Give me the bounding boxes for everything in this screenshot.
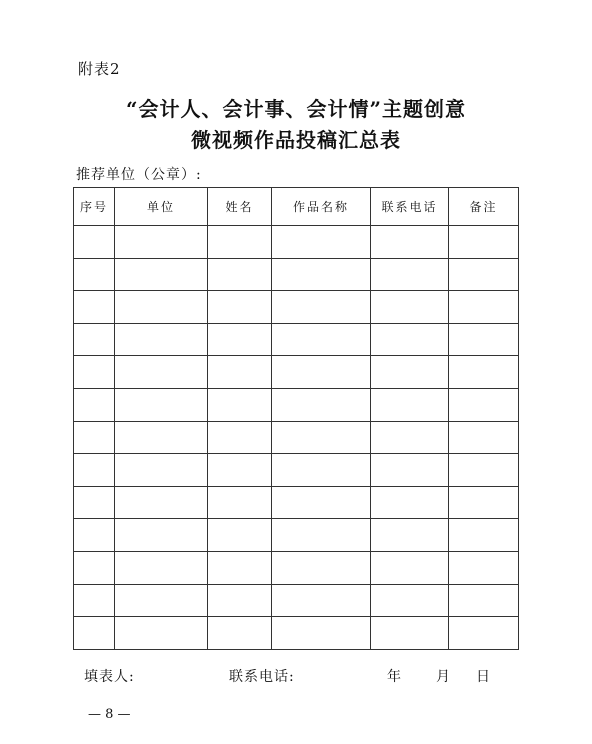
cell-serial [74, 551, 115, 584]
cell-serial [74, 584, 115, 617]
cell-serial [74, 356, 115, 389]
cell-name [208, 421, 272, 454]
cell-unit [115, 356, 208, 389]
recommending-unit-label: 推荐单位（公章）: [76, 167, 202, 183]
cell-unit [115, 584, 208, 617]
cell-work-title [272, 584, 371, 617]
cell-phone [371, 323, 449, 356]
table-row [74, 486, 519, 519]
contact-phone-label: 联系电话: [229, 669, 295, 685]
cell-remarks [449, 226, 519, 259]
cell-name [208, 388, 272, 421]
header-unit: 单位 [115, 188, 208, 226]
annex-label: 附表2 [78, 60, 121, 78]
cell-serial [74, 226, 115, 259]
cell-unit [115, 226, 208, 259]
page-number: — 8 — [88, 707, 131, 722]
cell-serial [74, 486, 115, 519]
cell-serial [74, 291, 115, 324]
cell-work-title [272, 291, 371, 324]
cell-serial [74, 388, 115, 421]
table-row [74, 617, 519, 650]
cell-unit [115, 291, 208, 324]
cell-name [208, 519, 272, 552]
table-row [74, 421, 519, 454]
header-remarks: 备注 [449, 188, 519, 226]
cell-work-title [272, 258, 371, 291]
cell-phone [371, 388, 449, 421]
filler-label: 填表人: [84, 669, 135, 685]
cell-name [208, 258, 272, 291]
cell-unit [115, 486, 208, 519]
cell-name [208, 291, 272, 324]
cell-phone [371, 584, 449, 617]
cell-name [208, 617, 272, 650]
cell-phone [371, 421, 449, 454]
cell-work-title [272, 388, 371, 421]
cell-unit [115, 258, 208, 291]
cell-work-title [272, 519, 371, 552]
cell-work-title [272, 226, 371, 259]
submission-summary-table [73, 187, 519, 650]
month-label: 月 [436, 669, 451, 685]
cell-serial [74, 323, 115, 356]
cell-phone [371, 258, 449, 291]
cell-name [208, 454, 272, 487]
cell-work-title [272, 421, 371, 454]
cell-name [208, 356, 272, 389]
cell-remarks [449, 584, 519, 617]
title-line-1: “会计人、会计事、会计情”主题创意 [125, 97, 466, 121]
header-name: 姓名 [208, 188, 272, 226]
cell-remarks [449, 323, 519, 356]
table-row [74, 323, 519, 356]
cell-remarks [449, 421, 519, 454]
cell-unit [115, 454, 208, 487]
cell-name [208, 323, 272, 356]
cell-work-title [272, 617, 371, 650]
cell-remarks [449, 617, 519, 650]
cell-unit [115, 551, 208, 584]
cell-phone [371, 454, 449, 487]
table-row [74, 291, 519, 324]
table-row [74, 226, 519, 259]
table-header-row [74, 188, 519, 226]
table-row [74, 584, 519, 617]
table-row [74, 519, 519, 552]
cell-serial [74, 421, 115, 454]
day-label: 日 [476, 669, 491, 685]
cell-phone [371, 486, 449, 519]
cell-phone [371, 356, 449, 389]
cell-unit [115, 421, 208, 454]
cell-unit [115, 323, 208, 356]
cell-unit [115, 519, 208, 552]
cell-name [208, 486, 272, 519]
cell-work-title [272, 356, 371, 389]
table-row [74, 551, 519, 584]
cell-phone [371, 617, 449, 650]
cell-remarks [449, 291, 519, 324]
title-line-2: 微视频作品投稿汇总表 [191, 128, 401, 152]
cell-remarks [449, 519, 519, 552]
cell-name [208, 226, 272, 259]
cell-work-title [272, 323, 371, 356]
cell-remarks [449, 486, 519, 519]
cell-remarks [449, 388, 519, 421]
cell-serial [74, 454, 115, 487]
cell-remarks [449, 356, 519, 389]
cell-unit [115, 617, 208, 650]
cell-name [208, 584, 272, 617]
table-row [74, 356, 519, 389]
cell-work-title [272, 454, 371, 487]
cell-remarks [449, 551, 519, 584]
header-work-title: 作品名称 [272, 188, 371, 226]
cell-remarks [449, 454, 519, 487]
cell-serial [74, 519, 115, 552]
cell-work-title [272, 486, 371, 519]
year-label: 年 [387, 669, 402, 685]
cell-phone [371, 519, 449, 552]
cell-remarks [449, 258, 519, 291]
cell-unit [115, 388, 208, 421]
table-row [74, 388, 519, 421]
header-phone: 联系电话 [371, 188, 449, 226]
table-row [74, 454, 519, 487]
cell-phone [371, 551, 449, 584]
cell-serial [74, 258, 115, 291]
cell-name [208, 551, 272, 584]
header-serial: 序号 [74, 188, 115, 226]
table-row [74, 258, 519, 291]
cell-phone [371, 226, 449, 259]
cell-work-title [272, 551, 371, 584]
cell-serial [74, 617, 115, 650]
cell-phone [371, 291, 449, 324]
